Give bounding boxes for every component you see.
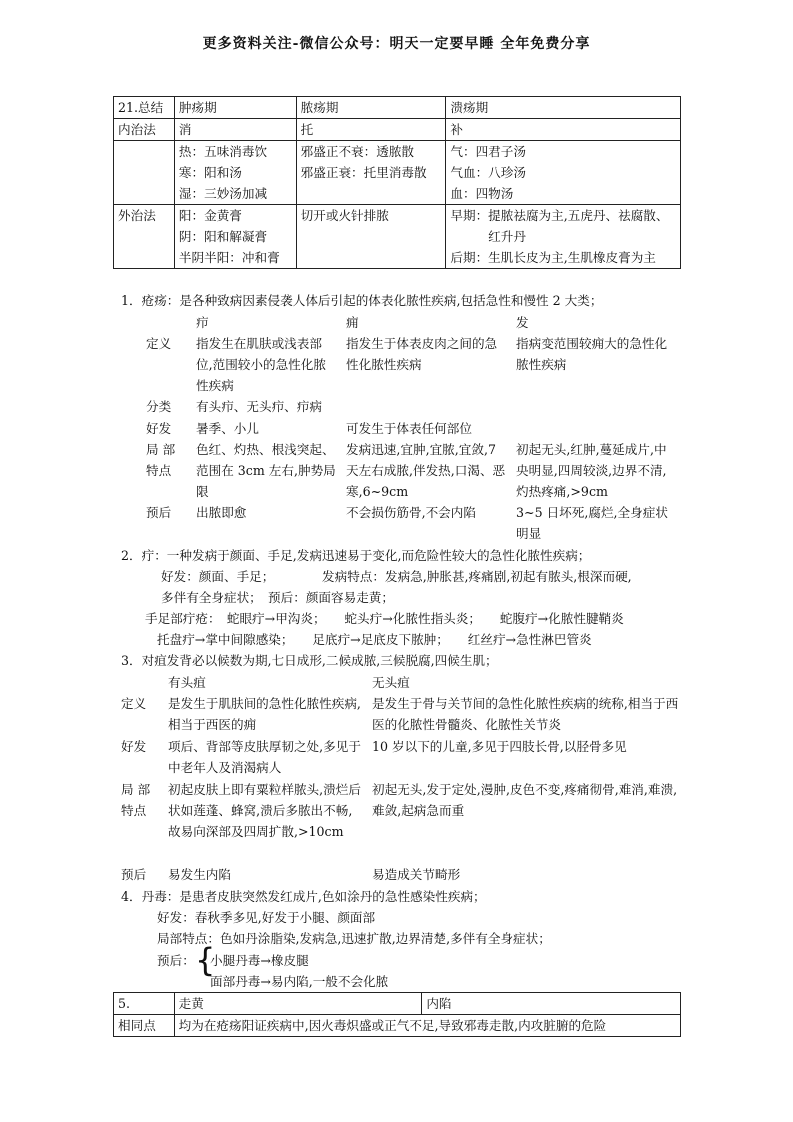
table-cell: 均为在疮疡阳证疾病中,因火毒炽盛或正气不足,导致邪毒走散,内攻脏腑的危险 <box>174 1015 680 1037</box>
table-cell: 补 <box>446 119 681 141</box>
table-row <box>114 993 681 1015</box>
table-row <box>114 119 681 141</box>
table-cell: 走黄 <box>174 993 422 1015</box>
text-line: 局部特点：色如丹涂脂染,发病急,迅速扩散,边界清楚,多伴有全身症状； <box>157 931 551 946</box>
cell-text: 发病迅速,宜肿,宜脓,宜敛,7 天左右成脓,伴发热,口渴、恶寒,6~9cm <box>346 442 506 499</box>
column-header: 有头疽 <box>168 675 206 690</box>
table-cell <box>114 141 175 205</box>
cell-line: 热：五味消毒饮 <box>178 144 268 159</box>
table-row <box>114 205 681 269</box>
table-cell <box>174 205 296 269</box>
summary-table <box>113 96 681 269</box>
table-row <box>114 141 681 205</box>
cell-text: 初起无头,红肿,蔓延成片,中央明显,四周较淡,边界不清,灼热疼痛,>9cm <box>516 442 667 499</box>
cell-text: 可发生于体表任何部位 <box>346 421 472 436</box>
section-3-title: 3．对疽发背必以候数为期,七日成形,二候成脓,三候脱腐,四候生肌； <box>121 653 498 668</box>
row-label: 好发 <box>121 739 147 754</box>
table-cell: 消 <box>174 119 296 141</box>
cell-text: 指发生在肌肤或浅表部位,范围较小的急性化脓性疾病 <box>196 336 326 393</box>
table-row <box>114 1015 681 1037</box>
row-label: 定义 <box>121 696 147 711</box>
cell-line: 早期：提脓祛腐为主,五虎丹、祛腐散、红升丹 <box>450 208 669 244</box>
table-cell: 脓疡期 <box>296 97 446 119</box>
row-label: 预后 <box>121 867 147 882</box>
cell-line: 半阴半阳：冲和膏 <box>178 250 280 265</box>
cell-line: 阴：阳和解凝膏 <box>178 229 268 244</box>
text-line: 好发：颜面、手足； <box>161 569 275 584</box>
text-line: 预后： <box>157 953 195 968</box>
cell-text: 易造成关节畸形 <box>372 867 461 882</box>
column-header: 发 <box>516 315 529 330</box>
text-line: 发病特点：发病急,肿胀甚,疼痛剧,初起有脓头,根深而硬, <box>322 569 632 584</box>
row-label: 好发 <box>146 421 172 436</box>
row-label: 预后 <box>146 505 172 520</box>
cell-text: 10 岁以下的儿童,多见于四肢长骨,以胫骨多见 <box>372 739 627 754</box>
row-label: 特点 <box>146 463 172 478</box>
section-1-title: 1．疮疡：是各种致病因素侵袭人体后引起的体表化脓性疾病,包括急性和慢性 2 大类； <box>121 293 603 308</box>
cell-line: 湿：三妙汤加减 <box>178 186 268 201</box>
cell-text: 指发生于体表皮肉之间的急性化脓性疾病 <box>346 336 498 372</box>
table-cell: 21.总结 <box>114 97 175 119</box>
table-cell: 内治法 <box>114 119 175 141</box>
cell-text: 指病变范围较痈大的急性化脓性疾病 <box>516 336 668 372</box>
cell-text: 易发生内陷 <box>168 867 231 882</box>
table-cell: 溃疡期 <box>446 97 681 119</box>
cell-line: 邪盛正不衰：透脓散 <box>300 144 415 159</box>
column-header: 无头疽 <box>372 675 410 690</box>
cell-line: 气：四君子汤 <box>450 144 526 159</box>
table-cell: 外治法 <box>114 205 175 269</box>
table-cell <box>296 141 446 205</box>
cell-text: 不会损伤筋骨,不会内陷 <box>346 505 476 520</box>
row-label: 定义 <box>146 336 172 351</box>
cell-line: 寒：阳和汤 <box>178 165 242 180</box>
cell-line: 后期：生肌长皮为主,生肌橡皮膏为主 <box>450 250 656 265</box>
row-label: 分类 <box>146 399 172 414</box>
table-cell: 内陷 <box>422 993 681 1015</box>
text-line: 好发：春秋季多见,好发于小腿、颜面部 <box>157 910 376 925</box>
table-cell: 肿疡期 <box>174 97 296 119</box>
cell-text: 暑季、小儿 <box>196 421 259 436</box>
row-label: 局 部 <box>121 782 151 797</box>
table-cell: 5. <box>114 993 175 1015</box>
column-header: 疖 <box>196 315 209 330</box>
cell-line: 阳：金黄膏 <box>178 208 242 223</box>
table-row <box>114 97 681 119</box>
row-label: 局 部 <box>146 442 176 457</box>
cell-line: 邪盛正衰：托里消毒散 <box>300 165 427 180</box>
cell-text: 出脓即愈 <box>196 505 247 520</box>
cell-text: 项后、背部等皮肤厚韧之处,多见于中老年人及消渴病人 <box>168 739 361 775</box>
text-line: 托盘疔→掌中间隙感染； 足底疔→足底皮下脓肿； 红丝疔→急性淋巴管炎 <box>157 632 592 647</box>
table-cell: 相同点 <box>114 1015 175 1037</box>
table-cell: 切开或火针排脓 <box>296 205 446 269</box>
text-line: 小腿丹毒→橡皮腿 <box>210 953 309 968</box>
cell-text: 是发生于骨与关节间的急性化脓性疾病的统称,相当于西医的化脓性骨髓炎、化脓性关节炎 <box>372 696 679 732</box>
table-cell <box>446 205 681 269</box>
text-line: 面部丹毒→易内陷,一般不会化脓 <box>210 974 389 989</box>
row-label: 特点 <box>121 803 147 818</box>
comparison-table <box>113 992 681 1037</box>
column-header: 痈 <box>346 315 359 330</box>
cell-text: 3~5 日坏死,腐烂,全身症状明显 <box>516 505 668 541</box>
text-line: 多伴有全身症状； 预后：颜面容易走黄； <box>161 590 394 605</box>
cell-line: 气血：八珍汤 <box>450 165 526 180</box>
cell-text: 初起皮肤上即有粟粒样脓头,溃烂后状如莲蓬、蜂窝,溃后多脓出不畅,故易向深部及四周扩散,>10cm <box>168 782 361 839</box>
cell-text: 有头疖、无头疖、疖病 <box>196 399 322 414</box>
cell-text: 是发生于肌肤间的急性化脓性疾病,相当于西医的痈 <box>168 696 361 732</box>
table-cell <box>174 141 296 205</box>
table-cell: 托 <box>296 119 446 141</box>
section-4-title: 4．丹毒：是患者皮肤突然发红成片,色如涂丹的急性感染性疾病； <box>121 889 486 904</box>
cell-text: 初起无头,发于定处,漫肿,皮色不变,疼痛彻骨,难消,难溃,难敛,起病急而重 <box>372 782 678 818</box>
page-header: 更多资料关注-微信公众号：明天一定要早睡 全年免费分享 <box>202 36 591 52</box>
table-cell <box>446 141 681 205</box>
cell-text: 色红、灼热、根浅突起、范围在 3cm 左右,肿势局限 <box>196 442 336 499</box>
cell-line: 血：四物汤 <box>450 186 514 201</box>
section-2-title: 2．疔：一种发病于颜面、手足,发病迅速易于变化,而危险性较大的急性化脓性疾病； <box>121 548 591 563</box>
brace-icon: { <box>195 941 216 979</box>
text-line: 手足部疔疮： 蛇眼疔→甲沟炎； 蛇头疔→化脓性指头炎； 蛇腹疔→化脓性腱鞘炎 <box>145 611 624 626</box>
